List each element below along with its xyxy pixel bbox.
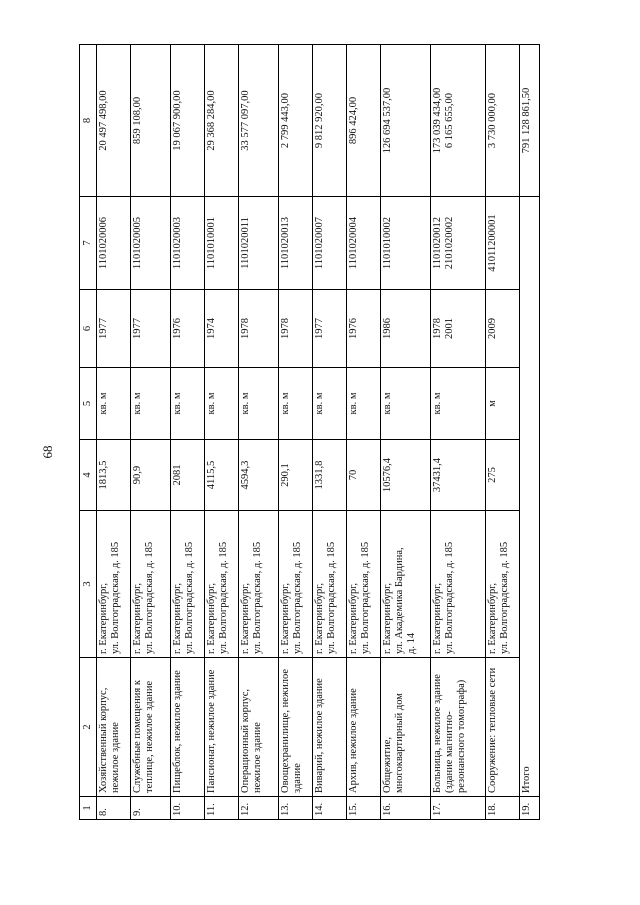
header-cell: 2 — [80, 658, 97, 797]
inventory-number: 1101020006 — [97, 197, 131, 290]
commission-year: 1978 — [279, 290, 313, 368]
object-address: г. Екатеринбург, ул. Волгоградская, д. 185 — [279, 511, 313, 658]
header-cell: 1 — [80, 797, 97, 820]
table-row — [486, 45, 520, 820]
book-value: 126 694 537,00 — [381, 45, 431, 197]
row-number: 19. — [520, 797, 540, 820]
object-address: г. Екатеринбург, ул. Волгоградская, д. 185 — [131, 511, 171, 658]
table-row — [131, 45, 171, 820]
row-number: 17. — [431, 797, 486, 820]
book-value: 859 108,00 — [131, 45, 171, 197]
commission-year: 1977 — [131, 290, 171, 368]
row-number: 16. — [381, 797, 431, 820]
object-area: 2081 — [171, 440, 205, 511]
object-name: Пансионат, нежилое здание — [205, 658, 239, 797]
book-value: 29 368 284,00 — [205, 45, 239, 197]
object-area: 4115,5 — [205, 440, 239, 511]
object-address: г. Екатеринбург, ул. Волгоградская, д. 185 — [205, 511, 239, 658]
inventory-number: 1101010002 — [381, 197, 431, 290]
commission-year: 1977 — [97, 290, 131, 368]
measure-unit: м — [486, 368, 520, 440]
row-number: 8. — [97, 797, 131, 820]
table-row — [205, 45, 239, 820]
object-name: Овощехранилище, нежилое здание — [279, 658, 313, 797]
table-row — [381, 45, 431, 820]
table-row — [239, 45, 279, 820]
total-label: Итого — [520, 197, 540, 797]
row-number: 18. — [486, 797, 520, 820]
book-value: 20 497 498,00 — [97, 45, 131, 197]
row-number: 11. — [205, 797, 239, 820]
object-name: Операционный корпус, нежилое здание — [239, 658, 279, 797]
inventory-number: 1101020004 — [347, 197, 381, 290]
object-area: 90,9 — [131, 440, 171, 511]
object-area: 1331,8 — [313, 440, 347, 511]
object-address: г. Екатеринбург, ул. Волгоградская, д. 185 — [347, 511, 381, 658]
inventory-number: 1101020013 — [279, 197, 313, 290]
book-value: 3 730 000,00 — [486, 45, 520, 197]
inventory-number: 1101020011 — [239, 197, 279, 290]
commission-year: 1978 2001 — [431, 290, 486, 368]
object-address: г. Екатеринбург, ул. Волгоградская, д. 185 — [486, 511, 520, 658]
header-cell: 3 — [80, 511, 97, 658]
object-area: 275 — [486, 440, 520, 511]
rotated-table-container — [79, 45, 533, 820]
row-number: 15. — [347, 797, 381, 820]
object-name: Виварий, нежилое здание — [313, 658, 347, 797]
object-name: Сооружение: тепловые сети — [486, 658, 520, 797]
measure-unit: кв. м — [313, 368, 347, 440]
row-number: 12. — [239, 797, 279, 820]
property-register-table — [79, 44, 540, 820]
commission-year: 1976 — [171, 290, 205, 368]
object-address: г. Екатеринбург, ул. Волгоградская, д. 185 — [239, 511, 279, 658]
measure-unit: кв. м — [205, 368, 239, 440]
object-name: Хозяйственный корпус, нежилое здание — [97, 658, 131, 797]
object-name: Архив, нежилое здание — [347, 658, 381, 797]
object-name: Больница, нежилое здание (здание магнитно-резонансного томографа) — [431, 658, 486, 797]
measure-unit: кв. м — [347, 368, 381, 440]
book-value: 33 577 097,00 — [239, 45, 279, 197]
book-value: 896 424,00 — [347, 45, 381, 197]
total-value: 791 128 861,50 — [520, 45, 540, 197]
header-cell: 5 — [80, 368, 97, 440]
table-row — [171, 45, 205, 820]
table-row — [431, 45, 486, 820]
object-name: Пищеблок, нежилое здание — [171, 658, 205, 797]
object-area: 4594,3 — [239, 440, 279, 511]
inventory-number: 1101020007 — [313, 197, 347, 290]
inventory-number: 41011200001 — [486, 197, 520, 290]
measure-unit: кв. м — [97, 368, 131, 440]
table-row — [347, 45, 381, 820]
measure-unit: кв. м — [171, 368, 205, 440]
book-value: 2 799 443,00 — [279, 45, 313, 197]
book-value: 9 812 920,00 — [313, 45, 347, 197]
table-row — [279, 45, 313, 820]
object-area: 10576,4 — [381, 440, 431, 511]
measure-unit: кв. м — [279, 368, 313, 440]
header-cell: 7 — [80, 197, 97, 290]
object-address: г. Екатеринбург, ул. Волгоградская, д. 185 — [431, 511, 486, 658]
inventory-number: 1101020012 2101020002 — [431, 197, 486, 290]
object-area: 1813,5 — [97, 440, 131, 511]
commission-year: 2009 — [486, 290, 520, 368]
measure-unit: кв. м — [381, 368, 431, 440]
table-row — [313, 45, 347, 820]
measure-unit: кв. м — [239, 368, 279, 440]
object-address: г. Екатеринбург, ул. Волгоградская, д. 185 — [171, 511, 205, 658]
total-row — [520, 45, 540, 820]
commission-year: 1986 — [381, 290, 431, 368]
commission-year: 1978 — [239, 290, 279, 368]
object-address: г. Екатеринбург, ул. Академика Бардина, д. 14 — [381, 511, 431, 658]
row-number: 13. — [279, 797, 313, 820]
commission-year: 1976 — [347, 290, 381, 368]
page-number: 68 — [40, 445, 55, 459]
measure-unit: кв. м — [431, 368, 486, 440]
object-name: Общежитие, многоквартирный дом — [381, 658, 431, 797]
book-value: 19 067 900,00 — [171, 45, 205, 197]
row-number: 10. — [171, 797, 205, 820]
object-area: 37431,4 — [431, 440, 486, 511]
commission-year: 1977 — [313, 290, 347, 368]
header-cell: 4 — [80, 440, 97, 511]
measure-unit: кв. м — [131, 368, 171, 440]
table-row — [97, 45, 131, 820]
object-area: 70 — [347, 440, 381, 511]
object-address: г. Екатеринбург, ул. Волгоградская, д. 185 — [313, 511, 347, 658]
commission-year: 1974 — [205, 290, 239, 368]
header-cell: 8 — [80, 45, 97, 197]
row-number: 14. — [313, 797, 347, 820]
header-cell: 6 — [80, 290, 97, 368]
row-number: 9. — [131, 797, 171, 820]
header-row — [80, 45, 97, 820]
inventory-number: 1101020003 — [171, 197, 205, 290]
object-address: г. Екатеринбург, ул. Волгоградская, д. 185 — [97, 511, 131, 658]
inventory-number: 1101020005 — [131, 197, 171, 290]
object-area: 290,1 — [279, 440, 313, 511]
object-name: Служебные помещения к теплице, нежилое здание — [131, 658, 171, 797]
inventory-number: 1101010001 — [205, 197, 239, 290]
book-value: 173 039 434,00 6 165 655,00 — [431, 45, 486, 197]
